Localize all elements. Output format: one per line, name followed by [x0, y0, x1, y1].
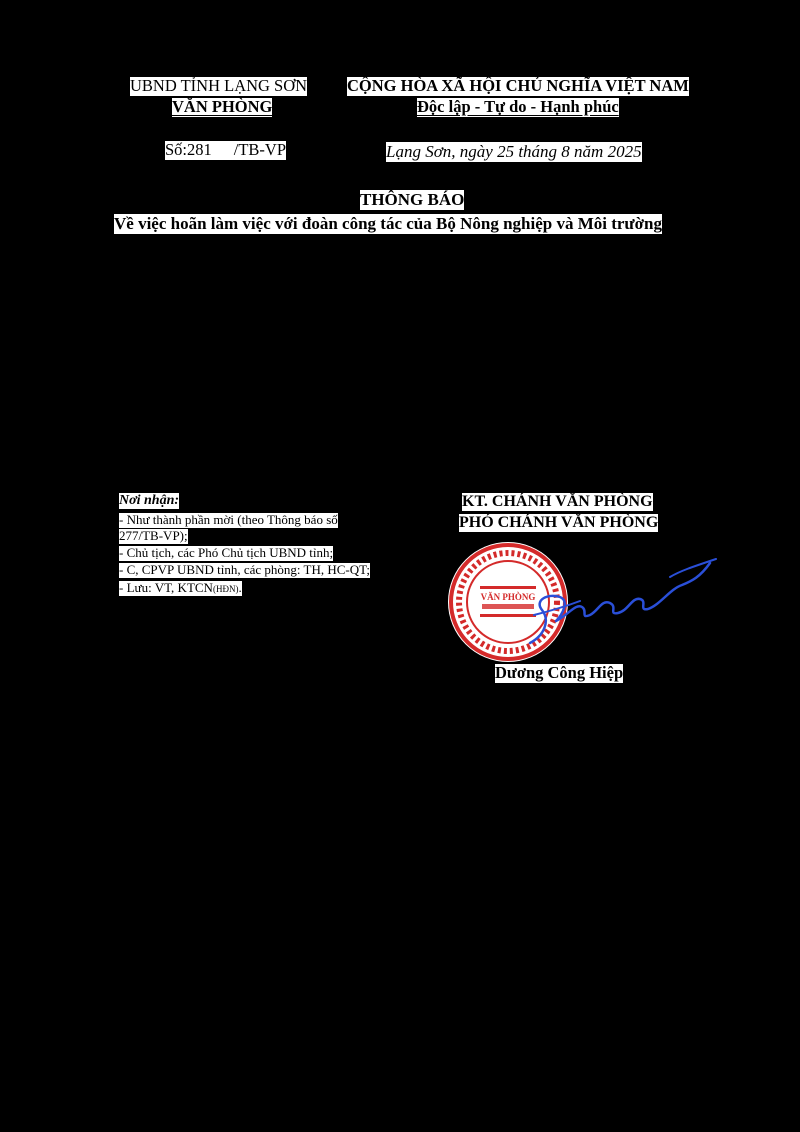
recipient-line: - Chủ tịch, các Phó Chủ tịch UBND tỉnh; — [119, 545, 334, 560]
recipient-archive-label: - Lưu: VT, KTCN — [119, 580, 213, 595]
recipient-line: 277/TB-VP); — [119, 528, 188, 543]
issuing-authority: UBND TỈNH LẠNG SƠN — [130, 76, 308, 95]
national-title: CỘNG HÒA XÃ HỘI CHỦ NGHĨA VIỆT NAM — [347, 76, 689, 95]
doc-number-prefix: Số: — [165, 140, 188, 159]
doc-number-value: 281 — [187, 140, 212, 159]
notice-title: THÔNG BÁO — [360, 190, 465, 209]
document-number — [165, 141, 286, 160]
issuing-office: VĂN PHÒNG — [172, 97, 273, 116]
signer-name: Dương Công Hiệp — [495, 663, 624, 682]
recipient-line: - Như thành phần mời (theo Thông báo số — [119, 512, 338, 527]
doc-number-suffix: /TB-VP — [233, 140, 287, 159]
signature-authority: KT. CHÁNH VĂN PHÒNG — [462, 493, 653, 510]
national-motto: Độc lập - Tự do - Hạnh phúc — [417, 97, 619, 116]
signature-stroke — [530, 563, 710, 643]
recipient-line: - C, CPVP UBND tỉnh, các phòng: TH, HC-QT; — [119, 562, 370, 577]
seal-center-text: VĂN PHÒNG — [480, 592, 536, 602]
recipient-trailing: . — [238, 580, 242, 595]
signature-stroke — [534, 559, 716, 615]
place-date: Lạng Sơn, ngày 25 tháng 8 năm 2025 — [386, 142, 642, 161]
recipient-line-archive — [119, 581, 242, 596]
recipients-heading: Nơi nhận: — [119, 493, 180, 508]
notice-subject: Về việc hoãn làm việc với đoàn công tác của Bộ Nông nghiệp và Môi trường — [114, 214, 662, 233]
signature-position: PHÓ CHÁNH VĂN PHÒNG — [459, 514, 659, 531]
archive-code: (HĐN) — [212, 584, 239, 594]
handwritten-signature — [520, 555, 720, 650]
